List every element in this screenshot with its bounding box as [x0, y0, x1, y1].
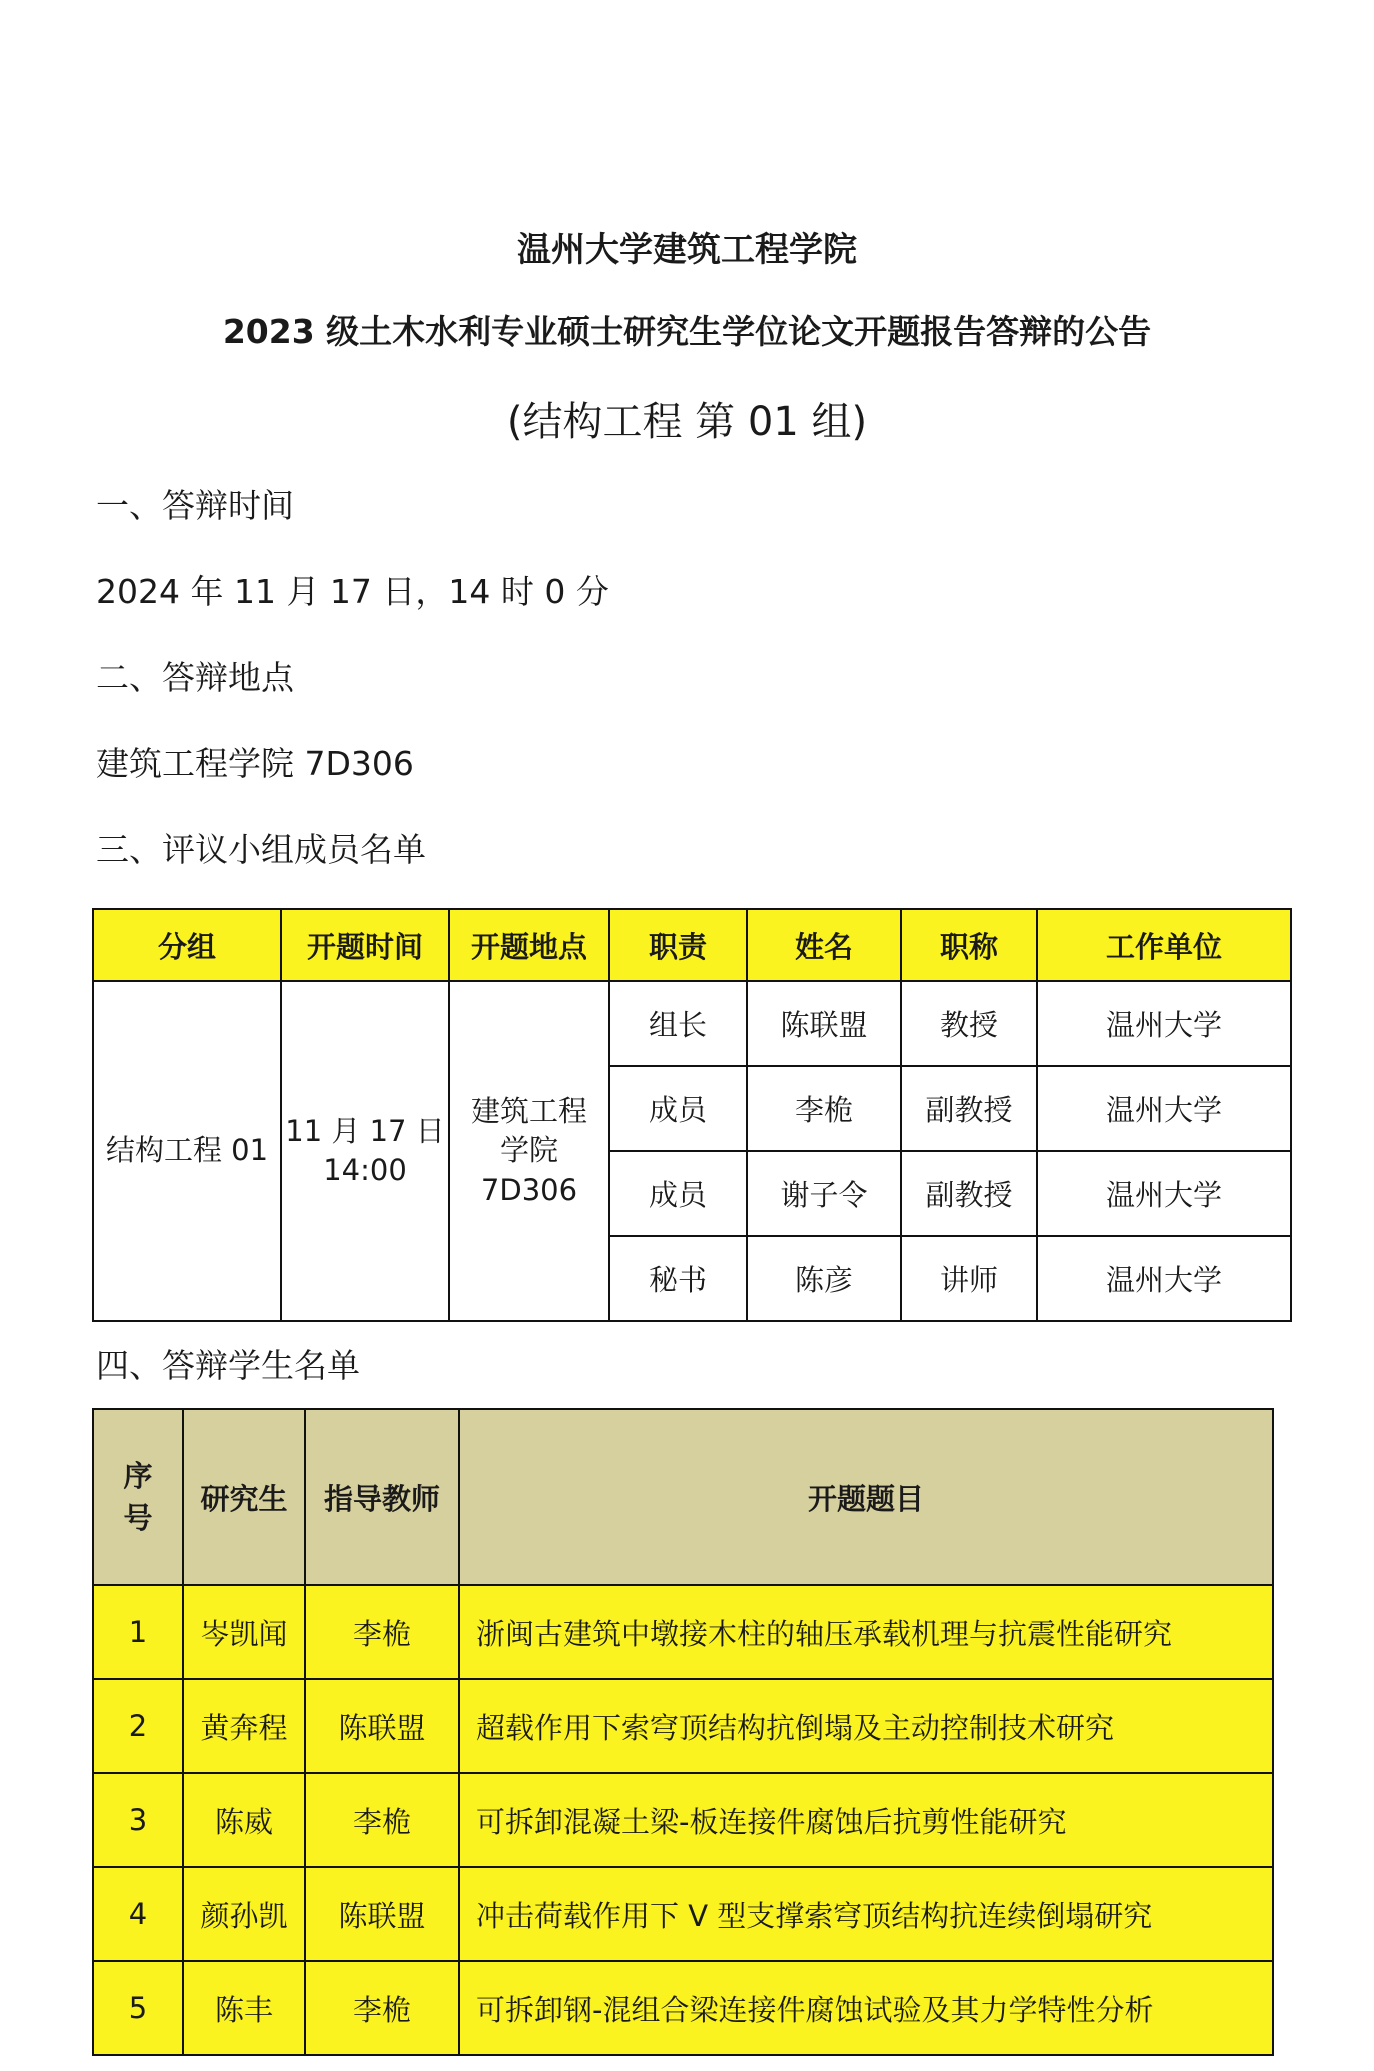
member-name: 谢子令	[747, 1151, 901, 1236]
header-advisor: 指导教师	[305, 1409, 459, 1585]
time-date: 11 月 17 日	[285, 1113, 445, 1148]
header-place: 开题地点	[449, 909, 609, 981]
member-title: 副教授	[901, 1066, 1037, 1151]
student-topic: 可拆卸混凝土梁-板连接件腐蚀后抗剪性能研究	[459, 1773, 1273, 1867]
section-2-heading: 二、答辩地点	[96, 658, 294, 697]
defense-location: 建筑工程学院 7D306	[96, 744, 414, 783]
student-topic: 超载作用下索穹顶结构抗倒塌及主动控制技术研究	[459, 1679, 1273, 1773]
student-advisor: 李桅	[305, 1961, 459, 2055]
student-seq: 4	[93, 1867, 183, 1961]
header-name: 姓名	[747, 909, 901, 981]
header-student: 研究生	[183, 1409, 305, 1585]
student-seq: 3	[93, 1773, 183, 1867]
member-role: 秘书	[609, 1236, 747, 1321]
member-unit: 温州大学	[1037, 1151, 1291, 1236]
student-advisor: 陈联盟	[305, 1867, 459, 1961]
committee-header-row	[93, 909, 1291, 981]
member-unit: 温州大学	[1037, 1236, 1291, 1321]
member-name: 李桅	[747, 1066, 901, 1151]
section-4-heading: 四、答辩学生名单	[96, 1346, 360, 1385]
school-title: 温州大学建筑工程学院	[517, 230, 857, 270]
section-3-heading: 三、评议小组成员名单	[96, 830, 426, 869]
student-advisor: 陈联盟	[305, 1679, 459, 1773]
student-name: 颜孙凯	[183, 1867, 305, 1961]
student-name: 黄奔程	[183, 1679, 305, 1773]
member-unit: 温州大学	[1037, 981, 1291, 1066]
header-title: 职称	[901, 909, 1037, 981]
student-topic: 冲击荷载作用下 V 型支撑索穹顶结构抗连续倒塌研究	[459, 1867, 1273, 1961]
student-seq: 1	[93, 1585, 183, 1679]
student-row	[93, 1679, 1273, 1773]
member-name: 陈联盟	[747, 981, 901, 1066]
defense-time: 2024 年 11 月 17 日，14 时 0 分	[96, 572, 609, 611]
student-name: 岑凯闻	[183, 1585, 305, 1679]
student-seq: 5	[93, 1961, 183, 2055]
student-row	[93, 1961, 1273, 2055]
students-table	[92, 1408, 1274, 2056]
group-label: (结构工程 第 01 组)	[506, 399, 868, 445]
student-advisor: 李桅	[305, 1585, 459, 1679]
header-seq-line-2: 号	[123, 1501, 153, 1535]
member-role: 组长	[609, 981, 747, 1066]
header-group: 分组	[93, 909, 281, 981]
header-unit: 工作单位	[1037, 909, 1291, 981]
time-clock: 14:00	[323, 1153, 407, 1187]
student-row	[93, 1773, 1273, 1867]
header-role: 职责	[609, 909, 747, 981]
member-title: 讲师	[901, 1236, 1037, 1321]
committee-row	[93, 981, 1291, 1066]
student-topic: 浙闽古建筑中墩接木柱的轴压承载机理与抗震性能研究	[459, 1585, 1273, 1679]
place-cell	[449, 981, 609, 1321]
notice-title: 2023 级土木水利专业硕士研究生学位论文开题报告答辩的公告	[222, 312, 1152, 351]
header-time: 开题时间	[281, 909, 449, 981]
student-name: 陈威	[183, 1773, 305, 1867]
place-line-3: 7D306	[480, 1172, 578, 1207]
member-role: 成员	[609, 1151, 747, 1236]
member-title: 教授	[901, 981, 1037, 1066]
committee-table	[92, 908, 1292, 1322]
header-topic: 开题题目	[459, 1409, 1273, 1585]
group-cell	[93, 981, 281, 1321]
students-header-row	[93, 1409, 1273, 1585]
student-row	[93, 1585, 1273, 1679]
place-line-2: 学院	[499, 1133, 558, 1168]
header-seq	[93, 1409, 183, 1585]
header-seq-line-1: 序	[123, 1458, 153, 1493]
member-name: 陈彦	[747, 1236, 901, 1321]
section-1-heading: 一、答辩时间	[96, 486, 294, 525]
time-cell	[281, 981, 449, 1321]
student-seq: 2	[93, 1679, 183, 1773]
student-topic: 可拆卸钢-混组合梁连接件腐蚀试验及其力学特性分析	[459, 1961, 1273, 2055]
member-unit: 温州大学	[1037, 1066, 1291, 1151]
student-row	[93, 1867, 1273, 1961]
place-line-1: 建筑工程	[470, 1094, 587, 1129]
member-role: 成员	[609, 1066, 747, 1151]
member-title: 副教授	[901, 1151, 1037, 1236]
group-name: 结构工程 01	[105, 1133, 269, 1168]
student-advisor: 李桅	[305, 1773, 459, 1867]
student-name: 陈丰	[183, 1961, 305, 2055]
